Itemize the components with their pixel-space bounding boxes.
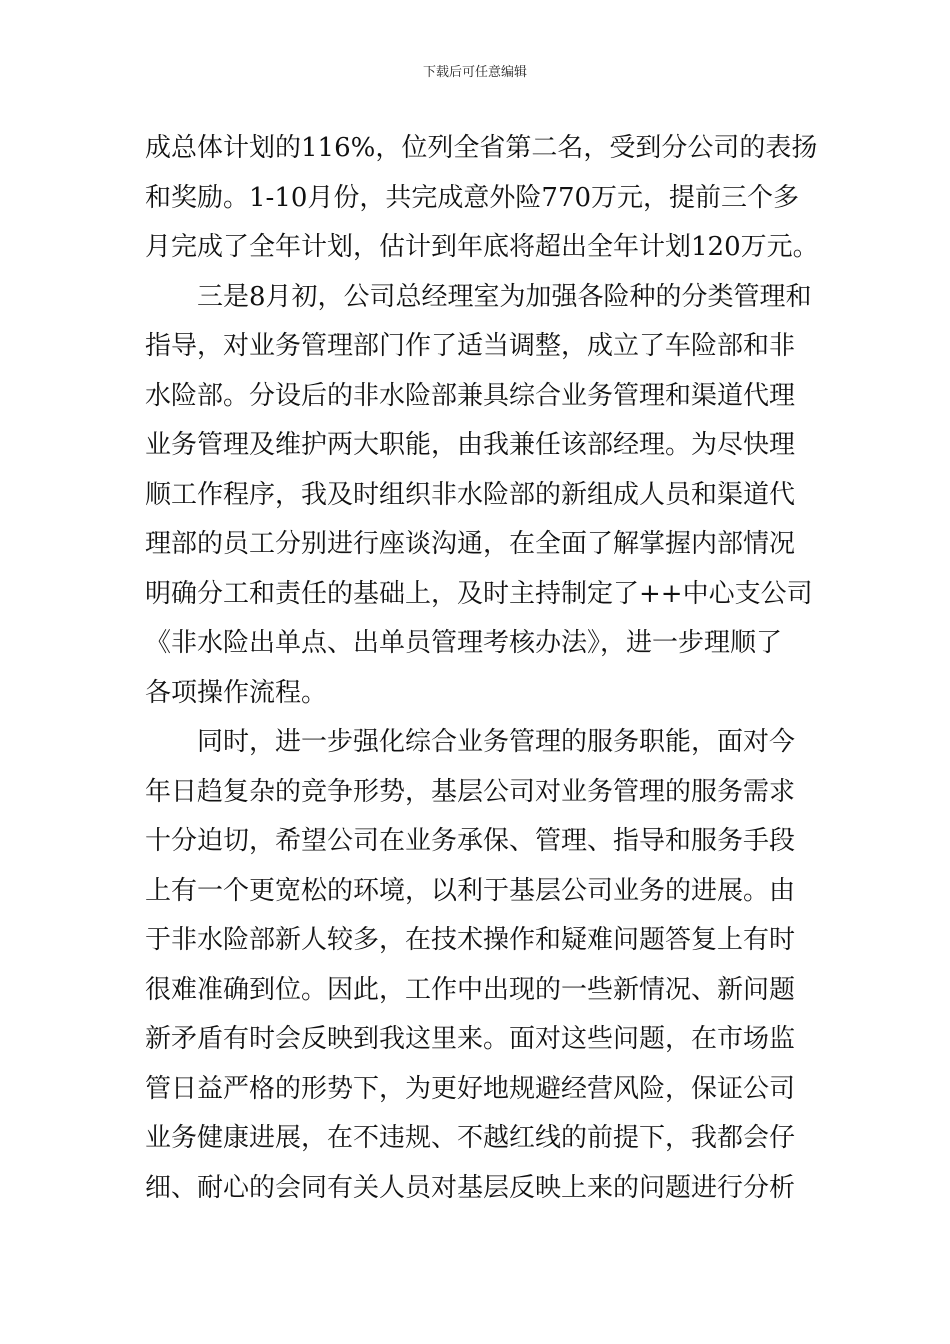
text-line: 十分迫切，希望公司在业务承保、管理、指导和服务手段 [145,826,796,856]
text-line: 月完成了全年计划，估计到年底将超出全年计划120万元。 [145,232,819,262]
text-line: 上有一个更宽松的环境，以利于基层公司业务的进展。由 [145,875,796,906]
paragraph-start-line: 三是8月初，公司总经理室为加强各险种的分类管理和 [197,281,812,312]
text-line: 于非水险部新人较多，在技术操作和疑难问题答复上有时 [145,925,796,955]
text-line: 新矛盾有时会反映到我这里来。面对这些问题，在市场监 [145,1024,796,1054]
text-line: 顺工作程序，我及时组织非水险部的新组成人员和渠道代 [145,479,796,510]
text-line: 《非水险出单点、出单员管理考核办法》，进一步理顺了 [145,628,783,658]
text-line: 很难准确到位。因此，工作中出现的一些新情况、新问题 [145,974,796,1005]
text-line: 理部的员工分别进行座谈沟通，在全面了解掌握内部情况 [145,529,796,559]
text-line: 年日趋复杂的竞争形势，基层公司对业务管理的服务需求 [145,776,796,807]
text-line: 业务健康进展，在不违规、不越红线的前提下，我都会仔 [145,1123,796,1153]
text-line: 成总体计划的116%，位列全省第二名，受到分公司的表扬 [145,133,818,163]
text-line: 管日益严格的形势下，为更好地规避经营风险，保证公司 [145,1073,796,1104]
text-line: 水险部。分设后的非水险部兼具综合业务管理和渠道代理 [145,380,796,411]
text-line: 明确分工和责任的基础上，及时主持制定了++中心支公司 [145,578,813,609]
text-line: 各项操作流程。 [145,677,328,708]
document-body [145,124,819,1213]
text-line: 指导，对业务管理部门作了适当调整，成立了车险部和非 [145,331,796,361]
text-line: 细、耐心的会同有关人员对基层反映上来的问题进行分析 [145,1172,796,1203]
text-line: 业务管理及维护两大职能，由我兼任该部经理。为尽快理 [145,430,796,460]
text-line: 和奖励。1-10月份，共完成意外险770万元，提前三个多 [145,182,800,213]
paragraph-start-line: 同时，进一步强化综合业务管理的服务职能，面对今 [197,727,796,757]
page-header: 下载后可任意编辑 [422,65,527,80]
